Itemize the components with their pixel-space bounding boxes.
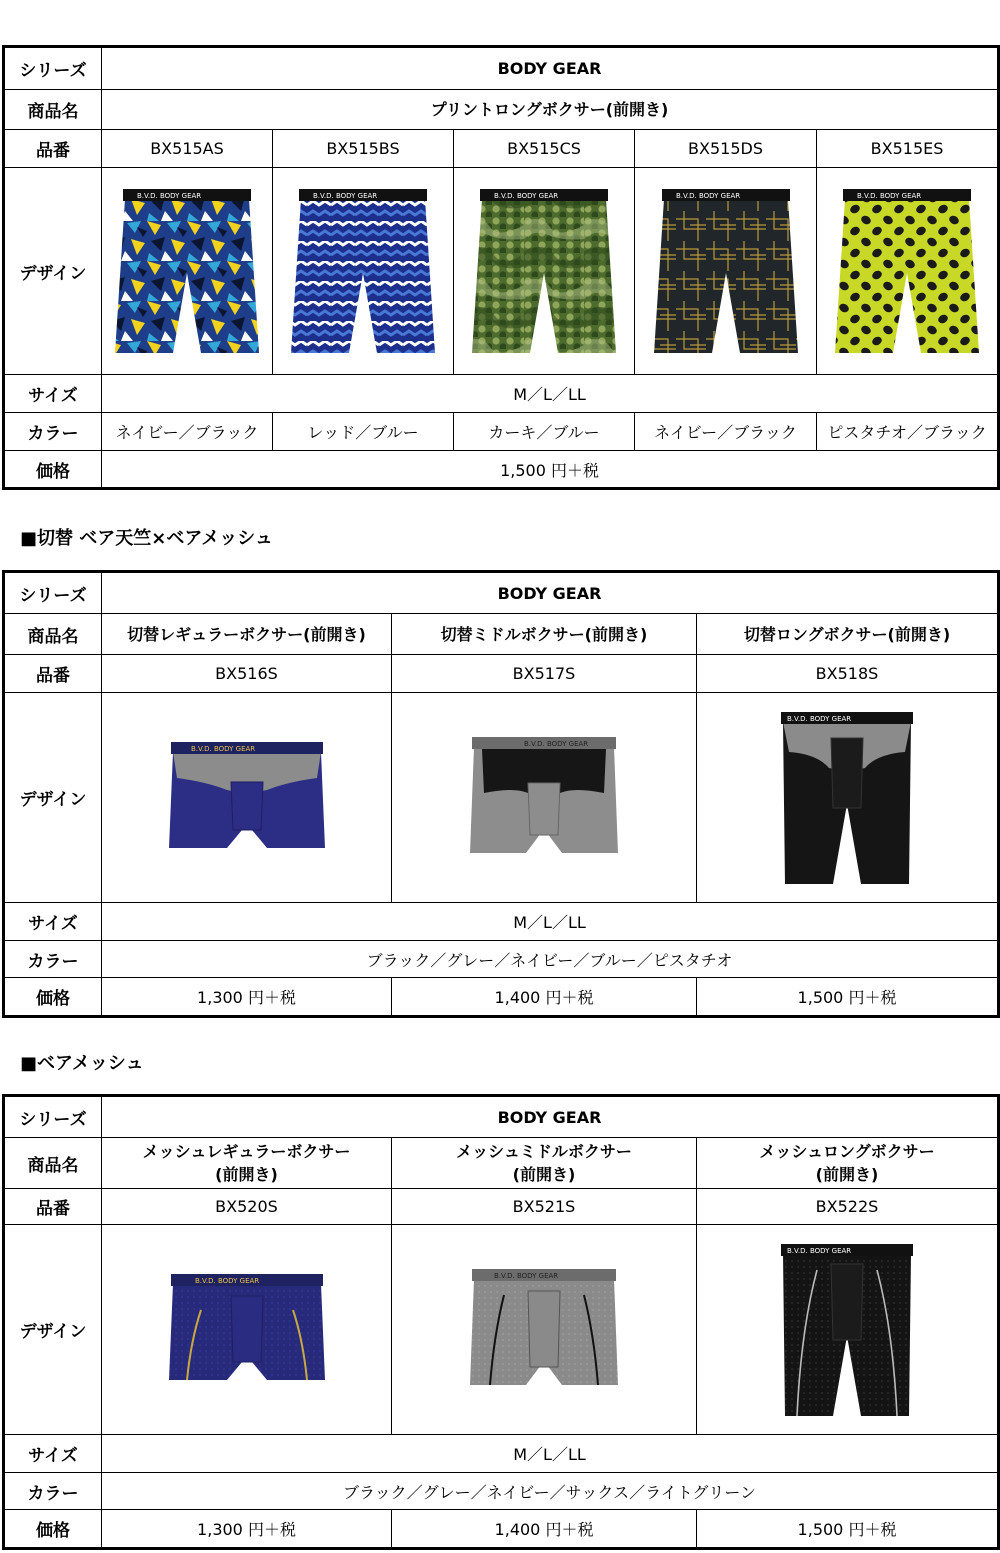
mesh-middle-boxer-image: [464, 1265, 624, 1395]
product-name: [102, 1138, 392, 1189]
label-product-name: 商品名: [4, 1138, 102, 1189]
series-value: BODY GEAR: [102, 47, 999, 90]
price-value: 1,400 円＋税: [392, 1510, 697, 1549]
middle-boxer-image: [464, 733, 624, 863]
label-design: デザイン: [4, 693, 102, 903]
label-series: シリーズ: [4, 1096, 102, 1138]
spec-table-mesh-boxer: [2, 1094, 1000, 1550]
label-color: カラー: [4, 1473, 102, 1510]
label-design: デザイン: [4, 1225, 102, 1435]
label-price: 価格: [4, 1510, 102, 1549]
product-image-cell: [817, 168, 999, 375]
regular-boxer-image: [167, 738, 327, 858]
size-value: M／L／LL: [102, 1435, 999, 1473]
color-value: ネイビー／ブラック: [102, 413, 273, 451]
svg-text:B.V.D. BODY GEAR: B.V.D. BODY GEAR: [494, 1271, 559, 1280]
product-name: プリントロングボクサー(前開き): [102, 90, 999, 130]
label-product-no: 品番: [4, 655, 102, 693]
price-value: 1,300 円＋税: [102, 1510, 392, 1549]
long-boxer-chevron-image: [283, 181, 443, 361]
label-color: カラー: [4, 413, 102, 451]
product-no: BX522S: [697, 1189, 999, 1225]
label-product-no: 品番: [4, 130, 102, 168]
price-value: 1,500 円＋税: [102, 451, 999, 489]
label-price: 価格: [4, 978, 102, 1017]
svg-text:B.V.D. BODY GEAR: B.V.D. BODY GEAR: [190, 744, 255, 753]
color-value: ブラック／グレー／ネイビー／サックス／ライトグリーン: [102, 1473, 999, 1510]
long-boxer-green-camo-image: [464, 181, 624, 361]
product-no: BX518S: [697, 655, 999, 693]
product-name: 切替レギュラーボクサー(前開き): [102, 614, 392, 655]
product-no: BX517S: [392, 655, 697, 693]
price-value: 1,400 円＋税: [392, 978, 697, 1017]
product-name: 切替ミドルボクサー(前開き): [392, 614, 697, 655]
section-title: ■切替 ベア天竺×ベアメッシュ: [20, 528, 273, 549]
product-image-cell: [392, 693, 697, 903]
label-size: サイズ: [4, 375, 102, 413]
product-image-cell: [273, 168, 454, 375]
size-value: M／L／LL: [102, 903, 999, 941]
label-series: シリーズ: [4, 47, 102, 90]
product-image-cell: [102, 1225, 392, 1435]
label-design: デザイン: [4, 168, 102, 375]
svg-text:B.V.D. BODY GEAR: B.V.D. BODY GEAR: [194, 1276, 259, 1285]
spec-table-print-long-boxer: [2, 45, 1000, 490]
series-value: BODY GEAR: [102, 572, 999, 614]
label-price: 価格: [4, 451, 102, 489]
product-no: BX516S: [102, 655, 392, 693]
long-boxer-camo-image: [107, 181, 267, 361]
color-value: ピスタチオ／ブラック: [817, 413, 999, 451]
product-image-cell: [392, 1225, 697, 1435]
product-image-cell: [697, 693, 999, 903]
product-no: BX515BS: [273, 130, 454, 168]
spec-table-switch-boxer: [2, 570, 1000, 1018]
label-product-name: 商品名: [4, 90, 102, 130]
product-no: BX515AS: [102, 130, 273, 168]
label-size: サイズ: [4, 1435, 102, 1473]
label-color: カラー: [4, 941, 102, 978]
series-value: BODY GEAR: [102, 1096, 999, 1138]
size-value: M／L／LL: [102, 375, 999, 413]
svg-text:B.V.D. BODY GEAR: B.V.D. BODY GEAR: [313, 192, 378, 200]
label-product-name: 商品名: [4, 614, 102, 655]
section-title: ■ベアメッシュ: [20, 1053, 144, 1074]
product-image-cell: [635, 168, 817, 375]
long-boxer-switch-image: [777, 708, 917, 888]
svg-text:B.V.D. BODY GEAR: B.V.D. BODY GEAR: [137, 192, 202, 200]
svg-text:B.V.D. BODY GEAR: B.V.D. BODY GEAR: [524, 739, 589, 748]
price-value: 1,500 円＋税: [697, 1510, 999, 1549]
product-no: BX515CS: [454, 130, 635, 168]
product-name: 切替ロングボクサー(前開き): [697, 614, 999, 655]
svg-text:B.V.D. BODY GEAR: B.V.D. BODY GEAR: [787, 1246, 852, 1255]
color-value: レッド／ブルー: [273, 413, 454, 451]
mesh-regular-boxer-image: [167, 1270, 327, 1390]
color-value: カーキ／ブルー: [454, 413, 635, 451]
product-no: BX521S: [392, 1189, 697, 1225]
product-no: BX520S: [102, 1189, 392, 1225]
product-name-line: (前開き): [215, 1165, 278, 1184]
price-value: 1,500 円＋税: [697, 978, 999, 1017]
product-name-line: メッシュロングボクサー: [759, 1142, 935, 1161]
product-no: BX515DS: [635, 130, 817, 168]
long-boxer-grid-image: [646, 181, 806, 361]
mesh-long-boxer-image: [777, 1240, 917, 1420]
product-image-cell: [454, 168, 635, 375]
product-image-cell: [102, 168, 273, 375]
label-size: サイズ: [4, 903, 102, 941]
product-name: [697, 1138, 999, 1189]
product-name-line: (前開き): [512, 1165, 576, 1184]
svg-text:B.V.D. BODY GEAR: B.V.D. BODY GEAR: [675, 192, 740, 200]
color-value: ネイビー／ブラック: [635, 413, 817, 451]
product-image-cell: [102, 693, 392, 903]
svg-text:B.V.D. BODY GEAR: B.V.D. BODY GEAR: [787, 714, 852, 723]
product-image-cell: [697, 1225, 999, 1435]
product-name: [392, 1138, 697, 1189]
product-name-line: メッシュミドルボクサー: [456, 1142, 632, 1161]
product-name-line: メッシュレギュラーボクサー: [142, 1142, 351, 1161]
label-series: シリーズ: [4, 572, 102, 614]
label-product-no: 品番: [4, 1189, 102, 1225]
long-boxer-lime-image: [827, 181, 987, 361]
product-no: BX515ES: [817, 130, 999, 168]
svg-text:B.V.D. BODY GEAR: B.V.D. BODY GEAR: [494, 192, 559, 200]
price-value: 1,300 円＋税: [102, 978, 392, 1017]
product-name-line: (前開き): [815, 1165, 879, 1184]
svg-text:B.V.D. BODY GEAR: B.V.D. BODY GEAR: [857, 192, 922, 200]
color-value: ブラック／グレー／ネイビー／ブルー／ピスタチオ: [102, 941, 999, 978]
